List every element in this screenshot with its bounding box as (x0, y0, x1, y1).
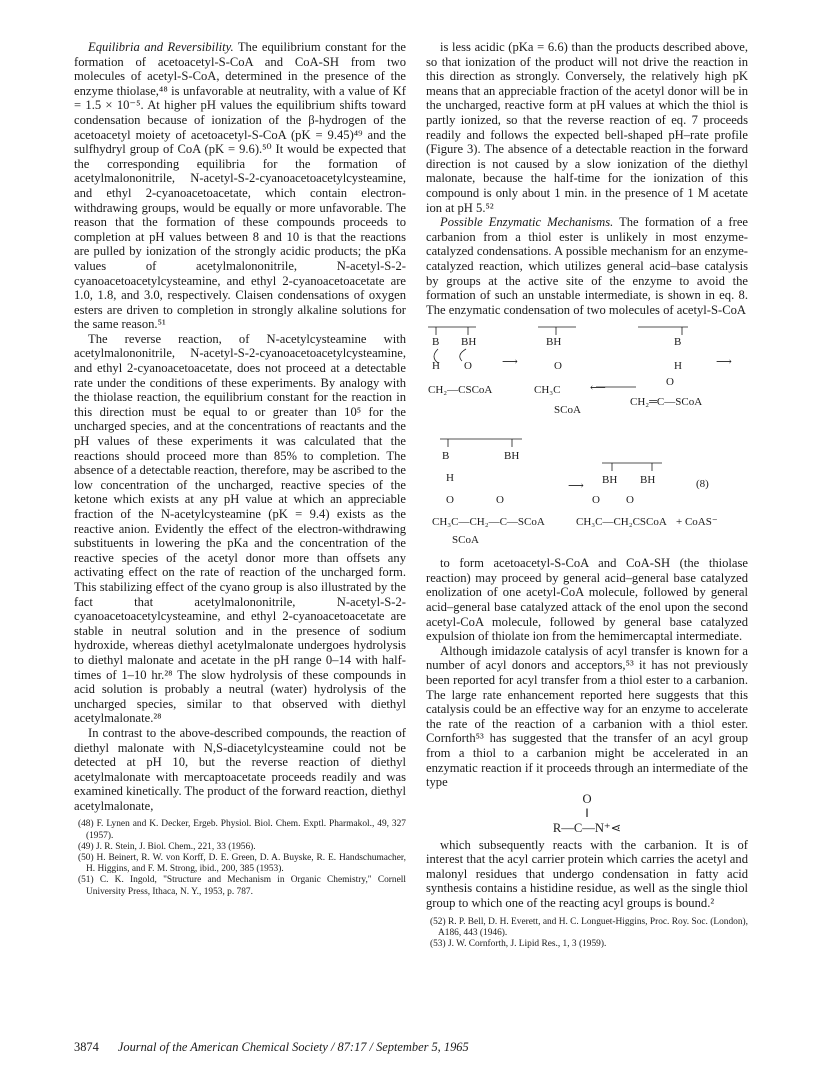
mechanism-diagram (426, 321, 748, 549)
base-label: B (432, 336, 440, 349)
attack-arrow-icon: ⟵ (590, 382, 606, 395)
scoa-label: SCoA (554, 404, 581, 417)
paragraph (74, 40, 406, 332)
paragraph: In contrast to the above-described compounds, the reaction of diethyl malonate with N,S-diacetylcysteamine could not be detected at pH 10, but the reverse reaction of diethyl acetylmalonate with mercaptoacetate proceeds readily and was examined kinetically. The product of the forward reaction, diethyl acetylmalonate, (74, 725, 406, 813)
base-label: B (674, 336, 682, 349)
arrow-icon: ⟶ (716, 356, 732, 369)
acetoacetyl-coa-formula: CH₃C—CH₂CSCoA (576, 516, 667, 529)
footnote: (50) H. Beinert, R. W. von Korff, D. E. Green, D. A. Buyske, R. E. Handschumacher, H. Higgins, and F. M. Strong, ibid., 200, 385 (1953). (78, 853, 406, 875)
o-label: O (446, 494, 454, 507)
acid-label: BH (504, 450, 520, 463)
coas-anion-label: + CoAS⁻ (676, 516, 718, 529)
footnote: (49) J. R. Stein, J. Biol. Chem., 221, 33 (1956). (78, 841, 256, 852)
base-label: B (442, 450, 450, 463)
paragraph (426, 215, 748, 317)
acid-label: BH (640, 474, 656, 487)
equation-number: (8) (696, 478, 709, 491)
arrow-icon: ⟶ (502, 356, 518, 369)
paragraph: The reverse reaction, of N-acetylcysteamine with acetylmalononitrile, N-acetyl-S-2-cyanoacetoacetylcysteamine, and ethyl 2-cyanoacetoacetate, does not proceed at a detectable rate under the conditions of these experiments. By analogy with the thiolase reaction, the equilibrium constant for the reaction in this direction must be equal to or greater than 10⁵ for the uncharged species, and at the concentrations of reactants and the pH values of these experiments it was calculated that the reactions should proceed more than 85% to completion. The absence of a detectable reaction, therefore, may be ascribed to the low concentration of the uncharged, reactive species of the ketone which exists at any pH value at which an appreciable fraction of the N-acetylcysteamine (pK = 9.4) exists as the reactive anion. Evidently the effect of the electron-withdrawing substituents in lowering the pKa and the concentration of the reactive species of the acetyl donor more than offsets any activating effect on the rate of reaction of the uncharged form. This stabilizing effect of the cyano group is also illustrated by the fact that acetylmalononitrile, N-acetyl-S-2-cyanoacetoacetylcysteamine, and ethyl 2-cyanoacetoacetate are stable in neutral solution and in the presence of sodium hydroxide, whereas diethyl acetylmalonate undergoes hydrolysis to diethyl malonate and acetate in the pH range 0–14 with half-times of 1–10 hr.²⁸ The slow hydrolysis of these compounds in acid solution is probably a neutral (water) hydrolysis of the uncharged species, similar to that observed with diethyl acetylmalonate.²⁸ (74, 331, 406, 726)
h-label: H (446, 472, 454, 485)
acetyl-coa-formula: CH₂—CSCoA (428, 384, 493, 397)
o-label: O (496, 494, 504, 507)
footnotes (426, 917, 748, 951)
footnote: (52) R. P. Bell, D. H. Everett, and H. C. Longuet-Higgins, Proc. Roy. Soc. (London), A186, 443 (1946). (430, 916, 748, 938)
footnotes (74, 819, 406, 897)
o-label: O (626, 494, 634, 507)
carbonyl-oxygen: O (582, 791, 592, 806)
double-bond: ‖ (585, 806, 589, 821)
paragraph-text: The equilibrium constant for the formation of acetoacetyl-S-CoA and CoA-SH from two molecules of acetyl-S-CoA, determined in the presence of the enzyme thiolase,⁴⁸ is unfavorable at neutrality, with a value of Kf = 1.5 × 10⁻⁵. At higher pH values the equilibrium shifts toward condensation because of ionization of the β-hydrogen of the acetoacetyl moiety of acetoacetyl-S-CoA (pK = 9.45)⁴⁹ and the sulfhydryl group of CoA (pK = 9.6).⁵⁰ It would be expected that the corresponding equilibria for the formation of acetylmalononitrile, N-acetyl-S-2-cyanoacetoacetylcysteamine, and ethyl 2-cyanoacetoacetate, which contain electron-withdrawing groups, would be equally or more unfavorable. The reason that the formation of these compounds proceeds to completion at pH values between 8 and 10 is that the reactions are pulled by ionization of the strongly acidic products; the pKa values of acetylmalononitrile, N-acetyl-S-2-cyanoacetoacetylcysteamine, and ethyl 2-cyanoacetoacetate are 1.0, 1.8, and 3.0, respectively. Claisen condensations of oxygen esters are driven to completion in strongly alkaline solutions for the same reason.⁵¹ (74, 40, 406, 332)
acid-label: BH (602, 474, 618, 487)
section-heading: Possible Enzymatic Mechanisms. (440, 215, 614, 230)
ch3c-label: CH₃C (534, 384, 561, 397)
paragraph-text: The formation of a free carbanion from a thiol ester is unlikely in most enzyme-catalyzed condensations. A possible mechanism for an enzyme-catalyzed reaction, which utilizes general acid–base catalysis by groups at the active site of the enzyme to avoid the formation of such an unstable intermediate, is shown in eq. 8. The enzymatic condensation of two molecules of acetyl-S-CoA (426, 215, 749, 317)
h-label: H (674, 360, 682, 373)
reaction-scheme-eq8 (426, 321, 748, 552)
scoa-label: SCoA (452, 534, 479, 547)
o-label: O (592, 494, 600, 507)
right-column (426, 40, 748, 950)
footnote: (48) F. Lynen and K. Decker, Ergeb. Physiol. Biol. Chem. Exptl. Pharmakol., 49, 327 (1957). (78, 819, 406, 841)
paragraph: is less acidic (pKa = 6.6) than the products described above, so that ionization of the product will not drive the reaction in this direction as strongly. Conversely, the relatively high pK means that an appreciable fraction of the acetyl donor will be in the uncharged, reactive form at pH values at which the thiol is partly ionized, so that the reverse reaction of eq. 7 proceeds readily and follows the expected bell-shaped pH–rate profile (Figure 3). The absence of a detectable reaction in the forward direction is not caused by a slow ionization of the diethyl malonate, because the half-time for the ionization of this compound is only about 1 min. in the presence of 1 M acetate ion at pH 5.⁵² (426, 40, 748, 215)
o-label: O (464, 360, 472, 373)
footnote: (53) J. W. Cornforth, J. Lipid Res., 1, 3 (1959). (430, 938, 607, 949)
journal-citation: Journal of the American Chemical Society / 87:17 / September 5, 1965 (117, 1040, 469, 1054)
paragraph: Although imidazole catalysis of acyl transfer is known for a number of acyl donors and acceptors,⁵³ it has not previously been reported for acyl transfer from a thiol ester to a carbanion. The large rate enhancement reported here suggests that this catalysis could be an effective way for an enzyme to accelerate the rate of the reaction of a carbanion with a thiol ester. Cornforth⁵³ has suggested that the transfer of an acyl group from a thiol to a carbanion might be accelerated in an enzymatic reaction if it proceeds through an intermediate of the type (426, 643, 748, 790)
acid-label: BH (546, 336, 562, 349)
paragraph: to form acetoacetyl-S-CoA and CoA-SH (the thiolase reaction) may proceed by general acid–general base catalyzed enolization of one acetyl-CoA molecule, followed by general acid–general base catalyzed attack of the enol upon the second acetyl-CoA molecule, followed by general base catalyzed expulsion of thiolate ion from the hemimercaptal intermediate. (426, 556, 748, 644)
intermediate-structure (426, 792, 748, 836)
paragraph: which subsequently reacts with the carbanion. It is of interest that the acyl carrier protein which carries the acetyl and malonyl residues that undergo condensation in fatty acid synthesis contains a histidine residue, as well as the single thiol group to which one of the reacting acyl groups is bound.² (426, 837, 748, 910)
acid-label: BH (461, 336, 477, 349)
enol-formula: CH₂═C—SCoA (630, 396, 703, 409)
acyl-imidazolium-formula: R—C—N⁺⋖ (552, 820, 622, 835)
page-number: 3874 (74, 1040, 99, 1054)
page-footer (74, 1040, 469, 1055)
h-label: H (432, 360, 440, 373)
arrow-icon: ⟶ (568, 480, 584, 493)
hemimercaptal-formula: CH₃C—CH₂—C—SCoA (432, 516, 545, 529)
section-heading: Equilibria and Reversibility. (88, 40, 234, 54)
o-label: O (666, 376, 674, 389)
left-column (74, 40, 406, 898)
o-label: O (554, 360, 562, 373)
footnote: (51) C. K. Ingold, "Structure and Mechanism in Organic Chemistry," Cornell University Press, Ithaca, N. Y., 1953, p. 787. (78, 875, 406, 897)
